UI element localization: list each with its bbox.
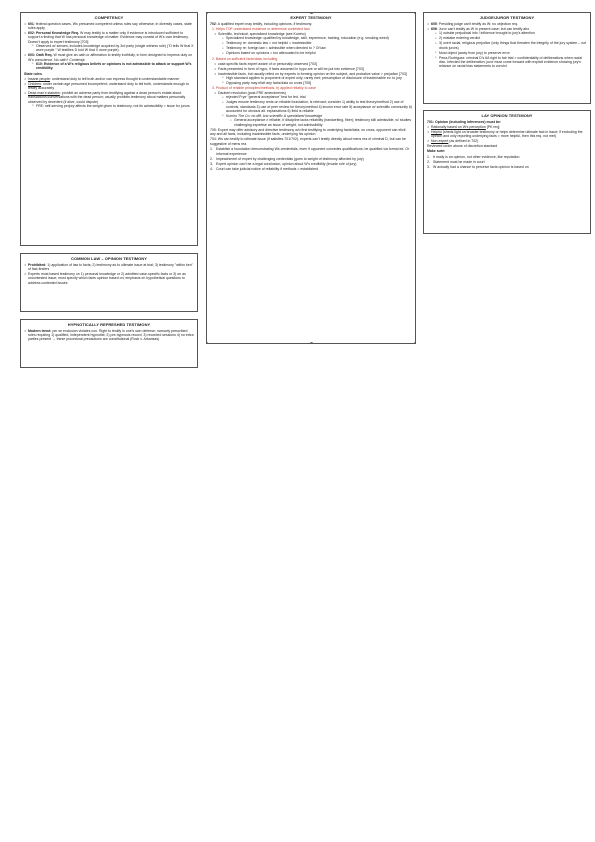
- expert-num-1: 1. Establish a foundation demonstrating Ws credentials, even if opponent concedes qualifications; be qualified via formal ed. Or informal experience: [210, 147, 410, 156]
- expert-box[interactable]: [206, 12, 416, 344]
- lay-check-3: 3. W actually had a chance to perceive facts opinion is based on: [427, 164, 529, 169]
- rule-602-sub: ▪ Observed w/ senses, includes knowledge acquired by 3rd party (single witness rule) ("D tells W that X wore purple." W testifies D told W that X wore purple).: [32, 44, 194, 53]
- judge-juror-box: [423, 12, 591, 104]
- rule-606-sub-2: ▪ 3) overt racial, religious prejudice (only things that threaten the integrity of the jury system – not drunk jurors): [435, 41, 587, 50]
- rule-606: • 606: Juror can't testify as W in present case; but can testify abo ▪ 1) outside prejudicial info / influence brought to jury's attention ▪ 2) mistake entering verdict ▪ 3) overt racial, religious prejudice (only things that threaten the integrity of the jury system – not drunk jurors) ▪ Must object (away from jury) to preserve error ▪ Pena-Rodriguez: criminal D's 6A right to fair trial > confidentiality of deliberations when racial disc. Infected the deliberation; juror must come forward with explicit evidence showing jury's reliance on racial bias statements to convict: [427, 27, 587, 69]
- state-rule-dead-man: • Dead man's statutes: prohibit an adverse party from testifying against a dead person's estate about transactions/conversations with the dead person; usually prohibits testimony about matters personally observed by decedent (if alive, could dispute) ▪ FRE: self-serving perjury affects the weight given to testimony, not its admissibility = issue for jurors: [24, 91, 194, 108]
- prong-3-item-daubert: • Daubert revolution (post-FRE amendments) ▪ rejected Frye "general acceptance" test for fed. trial ▪ Judges ensure testimony rests on reliable foundation, is relevant; consider 1) ability to test theory/method 2) use of controls, standards 3) use of peer review for theory/method 4) known error rate 5) acceptance w/ scientific community 6) accounted for obvious alt. explanations 6) field is reliable ▪ Kumho Tire Co: no diff. b/w scientific & specialized knowledge ▪ General acceptance ≠ reliable, if discipline lacks reliability (handwriting, fiber); testimony still admissible, w/ studies challenging expertise an issue of weight, not admissibility: [214, 91, 412, 127]
- resize-handle-top-right[interactable]: [414, 12, 416, 14]
- prong-2-sub-1: ▪ Opposing party may elicit any facts/data on cross [705]: [222, 81, 412, 85]
- judge-juror-title: JUDGE/JUROR TESTIMONY: [479, 14, 535, 20]
- prong-1-sub-0: ▪ Specialized knowledge: qualified by knowledge, skill, experience, training, education (e.g. smoking weed): [222, 36, 412, 40]
- expert-num-2: 2. Impeachment of expert by challenging credentials (goes to weight of testimony afforded by jury): [210, 156, 364, 161]
- prong-3: 3. Product of reliable principles/methods, b) applied reliably to case: [212, 86, 316, 91]
- state-rule-children: • Children: under certain age presumed incompetent; understand duty to tell truth, understands enough to testify accurately: [24, 82, 194, 91]
- expert-num-4: 4. Court can take judicial notice of reliability if methods = established: [210, 166, 319, 171]
- state-rule-fre: ▪ FRE: self-serving perjury affects the weight given to testimony, not its admissibility = issue for jurors: [32, 104, 194, 108]
- lay-check-2: 2. Statement must be made in court: [427, 159, 485, 164]
- resize-handle-bottom-right[interactable]: [414, 342, 416, 344]
- competency-title: COMPETENCY: [94, 14, 124, 20]
- rule-606-sub-0: ▪ 1) outside prejudicial info / influence brought to jury's attention: [435, 31, 587, 35]
- lay-req-helpful: • Helpful (sheds light on broader testimony or helps determine ultimate fact in issue; if excluding the opinion and only reporting underlying facts = more helpful, then this req. not met): [427, 130, 587, 139]
- prong-3-sub-2-0: ▪ General acceptance ≠ reliable, if discipline lacks reliability (handwriting, fiber); testimony still admissible, w/ studies challenging expertise an issue of weight, not admissibility: [230, 118, 412, 127]
- prong-1-sub-2: ▪ Testimony re: foreign law = admissible when directed to ? Of law: [222, 46, 412, 50]
- prong-3-sub-2: ▪ Kumho Tire Co: no diff. b/w scientific & specialized knowledge ▪ General acceptance ≠ reliable, if discipline lacks reliability (handwriting, fiber); testimony still admissible, w/ studies challenging expertise an issue of weight, not admissibility: [222, 114, 412, 127]
- expert-num-3: 3. Expert opinion can't be a legal conclusion, opinion about W's credibility (invade role of jury): [210, 161, 357, 166]
- lay-make-sure: Make sure:: [427, 149, 446, 154]
- prong-2: 2. Based on sufficient facts/data, including: [212, 56, 278, 61]
- rule-606-sub-4: ▪ Pena-Rodriguez: criminal D's 6A right to fair trial > confidentiality of deliberations when racial disc. Infected the deliberation; juror must come forward with explicit evidence showing jury's reliance on racial bias statements to convict: [435, 56, 587, 69]
- rule-606-sub-3: ▪ Must object (away from jury) to preserve error: [435, 51, 587, 55]
- resize-handle-bottom-mid[interactable]: [310, 342, 313, 344]
- rule-601: • 601: federal question cases, Ws presumed competent unless rules say otherwise; in diversity cases, state rules apply: [24, 22, 194, 31]
- prong-2-item-1: • Facts presented in form of hypo, if facts assumed in hypo are or will be put into evidence [703]: [214, 67, 412, 71]
- expert-title: EXPERT TESTIMONY: [290, 14, 332, 20]
- prong-1-item: • Scientific, technical, specialized knowledge (see Kumho) ▪ Specialized knowledge: qualified by knowledge, skill, experience, training, education (e.g. smoking weed) ▪ Testimony re: domestic law = not helpful = inadmissible ▪ Testimony re: foreign law = admissible when directed to ? Of law ▪ Opinions based on opinions = too attenuated to be helpful: [214, 32, 412, 56]
- lay-req-perception: • Rationally based on W's perception [PK req]: [427, 125, 587, 129]
- rule-602: • 602: Personal Knowledge Req. W may testify to a matter only if evidence is introduced sufficient to support a finding that W has personal knowledge of matter. Evidence may consist of W's own testimony. Doesn't apply to expert testimony [703] ▪ Observed w/ senses, includes knowledge acquired by 3rd party (single witness rule) ("D tells W that X wore purple." W testifies D told W that X wore purple).: [24, 31, 194, 52]
- prong-3-sub-1: ▪ Judges ensure testimony rests on reliable foundation, is relevant; consider 1) ability to test theory/method 2) use of controls, standards 3) use of peer review for theory/method 4) known error rate 5) acceptance w/ scientific community 6) accounted for obvious alt. explanations 6) field is reliable: [222, 100, 412, 113]
- rule-701: 701: Opinion (including inferences) must be:: [427, 119, 502, 124]
- lay-opinion-box: [423, 110, 591, 234]
- prong-1-sub-3: ▪ Opinions based on opinions = too attenuated to be helpful: [222, 51, 412, 55]
- lay-opinion-title: LAY OPINION TESTIMONY: [481, 112, 533, 118]
- lay-reviewed: Reviewed under abuse of discretion standard: [427, 144, 498, 149]
- rule-606-sub-1: ▪ 2) mistake entering verdict: [435, 36, 587, 40]
- common-law-prohibited: • Prohibited: 1) application of law to facts; 2) testimony as to ultimate issue at trial; 3) testimony "within ken" of fact-finders: [24, 263, 194, 272]
- rule-610: ▪ 610: Evidence of a W's religious beliefs or opinions is not admissible to attack or support W's credibility.: [32, 62, 194, 71]
- resize-handle-bottom-left[interactable]: [206, 342, 208, 344]
- rule-603: • 603: Oath Req. W must give an oath or affirmation to testify truthfully, in form designed to impress duty on W's conscience. No oath? Contempt. ▪ 610: Evidence of a W's religious beliefs or opinions is not admissible to attack or support W's credibility.: [24, 53, 194, 70]
- prong-1: 1. Helps TOF understand evidence or determine contested fact: [212, 26, 310, 31]
- prong-2-item-2: • Inadmissible facts, but usually relied on by experts in forming opinion on the subject, and probative value > prejudice [703] ▪ High standard applies to proponent of expert only; rarely met; presumption of disclosure of inadmissible ev. to jury ▪ Opposing party may elicit any facts/data on cross [705]: [214, 72, 412, 86]
- lay-req-nonexpert: • Non-expert (as defined in 702): [427, 139, 587, 143]
- hypnotic-box: [20, 319, 198, 368]
- common-law-title: COMMON LAW – OPINION TESTIMONY: [71, 255, 147, 261]
- prong-2-item-0: • case-specific facts expert aware of or personally observed [703]: [214, 62, 412, 66]
- common-law-experts: • Experts must based testimony on 1) personal knowledge or 2) admitted case-specific facts or 3) on an uncontested issue; must specify which facts opinion based on; emphasis on hypothetical questions to address contested issues: [24, 272, 194, 285]
- resize-handle-top-left[interactable]: [206, 12, 208, 14]
- state-rule-insane: • Insane people: understand duty to tell truth and/or can express thought in understandable manner: [24, 77, 194, 81]
- competency-box: [20, 12, 198, 246]
- state-rules-label: State rules: [24, 71, 42, 76]
- prong-3-sub-0: ▪ rejected Frye "general acceptance" test for fed. trial: [222, 95, 412, 99]
- rule-605: • 605: Presiding judge can't testify as W; no objection req.: [427, 22, 587, 26]
- resize-handle-top-mid[interactable]: [310, 12, 313, 14]
- hypnotic-title: HYPNOTICALLY REFRESHED TESTIMONY: [67, 321, 151, 327]
- prong-2-sub-0: ▪ High standard applies to proponent of expert only; rarely met; presumption of disclosure of inadmissible ev. to jury: [222, 76, 412, 80]
- common-law-box: [20, 253, 198, 312]
- rule-704: 704: Ws can testify to ultimate issue (if satisfies 701/702), experts can't testify directly about mens rea of criminal D, but can be suggestive of mens rea: [210, 137, 406, 146]
- lay-check-1: 1. It really is an opinion, not other evidence, like reputation: [427, 154, 520, 159]
- hypnotic-modern-trend: • Modern trend: per se exclusion violates con. Right to testify in one's own defense; narrowly prescribed rules requiring 1) qualified, independent hypnotist; 2) pre-hypnosis record; 3) recorded sessions 4) no extra parties present → these procedural precautions are constitutional (Rock v. Arkansas): [24, 329, 194, 342]
- rule-705: 705: Expert may offer advisory and directive testimony w/o first testifying to underlying facts/data; on cross, opponent can elicit any and all facts, including inadmissible facts, underlying his opinion: [210, 127, 406, 137]
- rule-702: 702: A qualified expert may testify, including opinions, if testimony:: [210, 21, 313, 26]
- prong-1-sub-1: ▪ Testimony re: domestic law = not helpful = inadmissible: [222, 41, 412, 45]
